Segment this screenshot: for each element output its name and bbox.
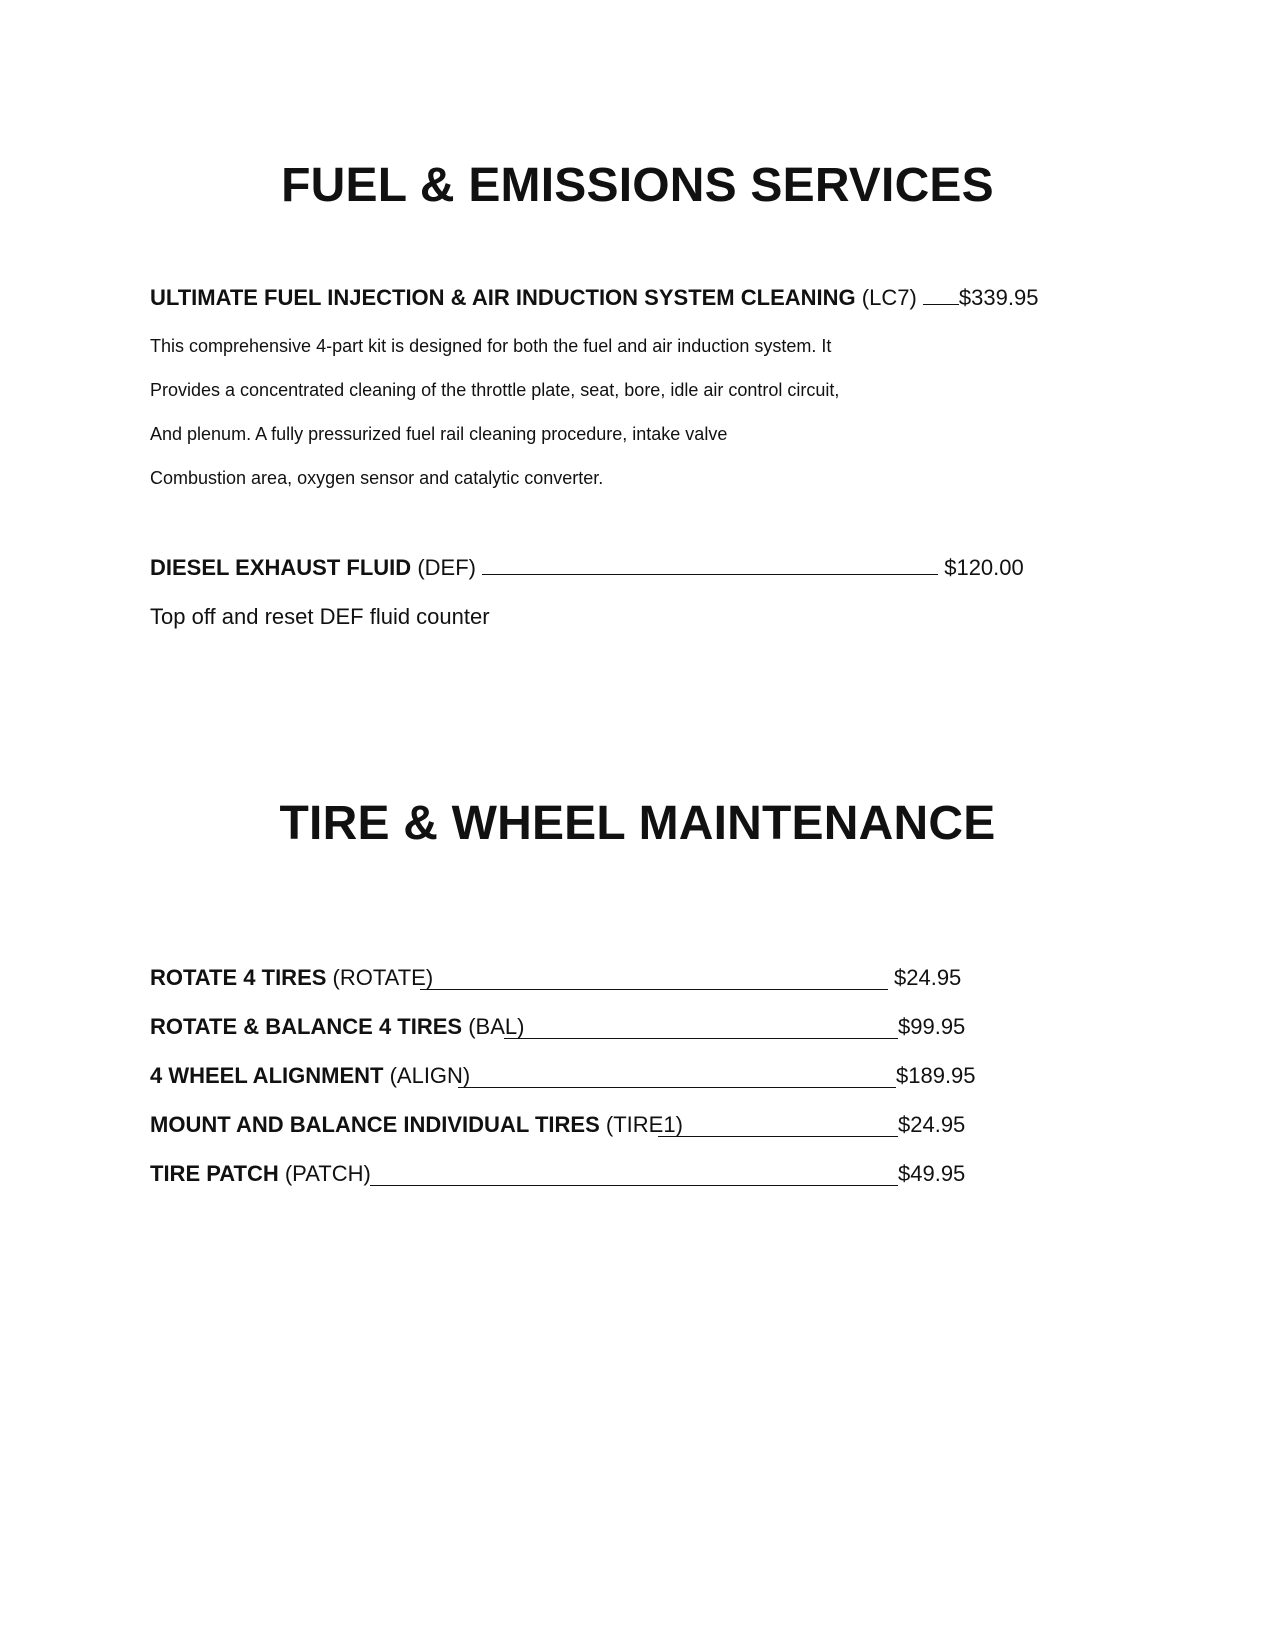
service-name: MOUNT AND BALANCE INDIVIDUAL TIRES bbox=[150, 1112, 600, 1137]
service-code: (PATCH) bbox=[284, 1161, 371, 1186]
service-description-line: Top off and reset DEF fluid counter bbox=[150, 604, 490, 629]
leader-line bbox=[370, 1185, 898, 1186]
service-code: (DEF) bbox=[417, 555, 476, 580]
service-rotate-tires bbox=[150, 967, 980, 993]
service-code: (ALIGN) bbox=[389, 1063, 471, 1088]
service-price: $339.95 bbox=[958, 285, 1039, 310]
service-code: (BAL) bbox=[468, 1014, 525, 1039]
service-price: $99.95 bbox=[898, 1014, 966, 1039]
service-wheel-alignment bbox=[150, 1065, 980, 1091]
service-description-line: And plenum. A fully pressurized fuel rail cleaning procedure, intake valve bbox=[150, 424, 728, 444]
service-description-line: Combustion area, oxygen sensor and catalytic converter. bbox=[150, 468, 604, 488]
service-name: 4 WHEEL ALIGNMENT bbox=[150, 1063, 384, 1088]
leader-line bbox=[420, 989, 888, 990]
fuel-emissions-heading: FUEL & EMISSIONS SERVICES bbox=[281, 159, 994, 212]
service-price: $24.95 bbox=[898, 1112, 966, 1137]
leader-line bbox=[658, 1136, 898, 1137]
leader-line bbox=[923, 303, 959, 305]
service-description-line: This comprehensive 4-part kit is designed for both the fuel and air induction system. It bbox=[150, 336, 832, 356]
service-mount-balance-tires bbox=[150, 1114, 980, 1140]
service-diesel-exhaust-fluid bbox=[150, 557, 1024, 579]
service-name: ROTATE & BALANCE 4 TIRES bbox=[150, 1014, 463, 1039]
service-tire-patch bbox=[150, 1163, 980, 1189]
service-rotate-balance-tires bbox=[150, 1016, 980, 1042]
leader-line bbox=[458, 1087, 896, 1088]
service-name: TIRE PATCH bbox=[150, 1161, 279, 1186]
service-name: ROTATE 4 TIRES bbox=[150, 965, 327, 990]
service-price: $120.00 bbox=[944, 555, 1024, 580]
tire-wheel-heading: TIRE & WHEEL MAINTENANCE bbox=[279, 797, 996, 850]
service-fuel-injection-cleaning bbox=[150, 287, 1038, 309]
service-price: $24.95 bbox=[894, 965, 962, 990]
service-description-line: Provides a concentrated cleaning of the throttle plate, seat, bore, idle air control circuit, bbox=[150, 380, 840, 400]
service-code: (TIRE1) bbox=[605, 1112, 683, 1137]
service-code: (LC7) bbox=[861, 285, 917, 310]
leader-line bbox=[504, 1038, 898, 1039]
service-code: (ROTATE) bbox=[332, 965, 434, 990]
service-name: DIESEL EXHAUST FLUID bbox=[150, 555, 412, 580]
service-price: $189.95 bbox=[896, 1063, 976, 1088]
service-name: ULTIMATE FUEL INJECTION & AIR INDUCTION SYSTEM CLEANING bbox=[150, 285, 856, 310]
leader-line bbox=[482, 573, 938, 575]
service-price: $49.95 bbox=[898, 1161, 966, 1186]
